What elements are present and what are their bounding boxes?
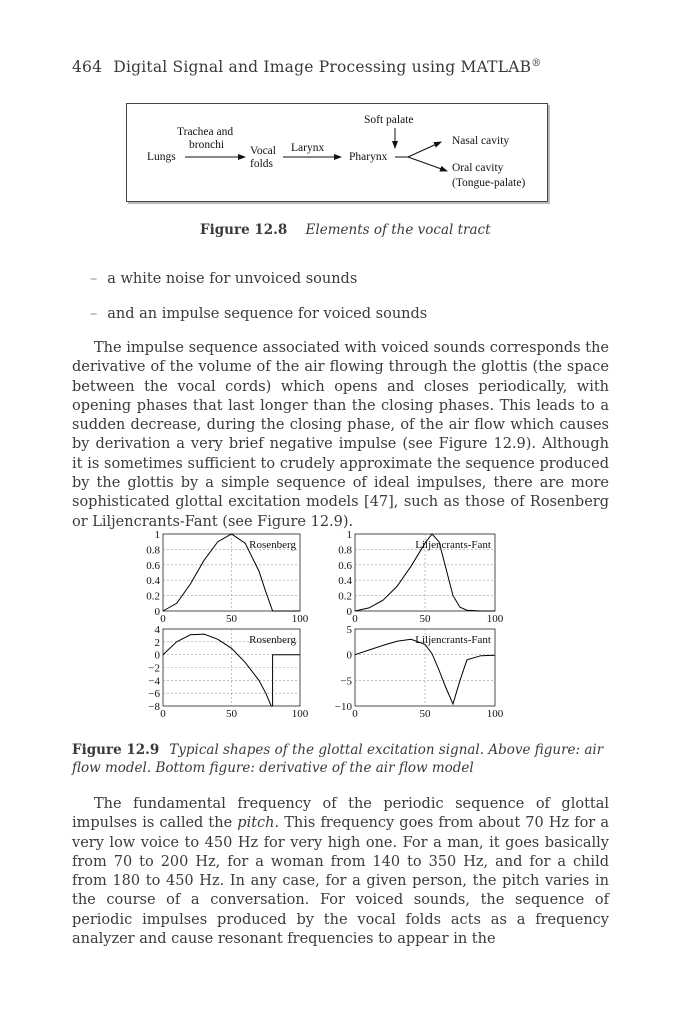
pitch-term: pitch	[237, 815, 275, 832]
trachea-label-1: Trachea and	[177, 126, 234, 138]
book-title: Digital Signal and Image Processing using MATLAB	[113, 58, 532, 77]
vocal-label-1: Vocal	[250, 145, 276, 157]
bullet-voiced	[90, 306, 427, 322]
figure-label: Figure 12.8	[200, 222, 288, 238]
y-tick-label: 0.8	[146, 544, 160, 557]
bullet-dash: –	[90, 306, 98, 322]
plot-title: Liljencrants-Fant	[415, 634, 491, 646]
x-tick-label: 100	[486, 613, 504, 625]
bullet-dash: –	[90, 271, 98, 287]
y-tick-label: 0	[154, 606, 160, 618]
y-tick-label: 0	[346, 649, 352, 662]
x-tick-label: 50	[226, 708, 237, 720]
bullet-unvoiced	[90, 271, 357, 287]
paragraph-text-start: The fundamental frequency of the periodic sequence of glottal impulses is called the	[72, 796, 609, 832]
figure-label: Figure 12.9	[72, 742, 160, 758]
y-tick-label: 0	[154, 649, 160, 662]
plot-title: Liljencrants-Fant	[415, 539, 491, 551]
x-tick-label: 50	[226, 613, 237, 625]
lungs-label: Lungs	[147, 151, 176, 163]
page-number: 464	[72, 58, 103, 77]
x-tick-label: 0	[160, 708, 166, 720]
x-tick-label: 100	[291, 708, 309, 720]
paragraph-glottis	[72, 339, 609, 532]
vocal-label-2: folds	[250, 158, 273, 170]
x-tick-label: 0	[352, 613, 358, 625]
paragraph-text	[72, 795, 609, 949]
paragraph-text: The impulse sequence associated with voiced sounds corresponds the derivative of the volume of the air flowing through the glottis (the space between the vocal cords) which opens and closes periodically, with opening phases that last longer than the closing phases. This leads to a sudden decrease, during the closing phase, of the air flow which causes by derivation a very brief negative impulse (see Figure 12.9). Although it is sometimes sufficient to crudely approximate the sequence produced by the glottis by a simple sequence of ideal impulses, there are more sophisticated glottal excitation models [47], such as those of Rosenberg or Liljencrants-Fant (see Figure 12.9).	[72, 340, 609, 530]
y-tick-label: 1	[346, 529, 352, 541]
x-tick-label: 0	[352, 708, 358, 720]
bullet-text: a white noise for unvoiced sounds	[107, 271, 358, 287]
x-tick-label: 0	[160, 613, 166, 625]
y-tick-label: 0.6	[146, 559, 160, 572]
running-header	[72, 58, 541, 76]
oral-cavity-label-2: (Tongue-palate)	[452, 177, 526, 189]
vocal-tract-diagram	[126, 103, 548, 202]
y-tick-label: −6	[148, 688, 160, 701]
x-tick-label: 100	[486, 708, 504, 720]
figure-caption-text: Elements of the vocal tract	[305, 222, 491, 238]
y-tick-label: 0.2	[146, 590, 160, 603]
y-tick-label: 5	[346, 624, 352, 636]
figure-caption-text: Typical shapes of the glottal excitation signal. Above figure: air flow model. Bottom figure: derivative of the air flow model	[72, 742, 604, 776]
plot-title: Rosenberg	[249, 539, 296, 551]
y-tick-label: 0	[346, 606, 352, 618]
y-tick-label: −5	[340, 675, 352, 688]
larynx-label: Larynx	[291, 142, 325, 154]
y-tick-label: −4	[148, 675, 160, 688]
y-tick-label: −2	[148, 662, 160, 675]
figure-12-8-caption	[200, 222, 491, 238]
arrow-oral	[408, 157, 447, 171]
pharynx-label: Pharynx	[349, 151, 388, 163]
oral-cavity-label-1: Oral cavity	[452, 162, 504, 174]
y-tick-label: 4	[154, 624, 160, 636]
figure-12-9-caption	[72, 741, 610, 777]
glottal-plots	[130, 528, 530, 732]
soft-palate-label: Soft palate	[364, 114, 414, 126]
nasal-cavity-label: Nasal cavity	[452, 135, 510, 147]
y-tick-label: 0.6	[338, 559, 352, 572]
paragraph-text-end: . This frequency goes from about 70 Hz for a very low voice to 450 Hz for very high one. For a man, it goes basically from 70 to 200 Hz, for a woman from 140 to 350 Hz, and for a child from 180 to 450 Hz. In any case, for a given person, the pitch varies in the course of a conversation. For voiced sounds, the sequence of periodic impulses produced by the vocal folds acts as a frequency analyzer and cause resonant frequencies to appear in the	[72, 815, 610, 948]
y-tick-label: 0.4	[146, 575, 160, 588]
y-tick-label: 0.8	[338, 544, 352, 557]
plot-title: Rosenberg	[249, 634, 296, 646]
bullet-text: and an impulse sequence for voiced sounds	[107, 306, 428, 322]
y-tick-label: −10	[334, 701, 352, 713]
y-tick-label: 1	[154, 529, 160, 541]
y-tick-label: 0.2	[338, 590, 352, 603]
paragraph-pitch	[72, 795, 609, 949]
trachea-label-2: bronchi	[189, 139, 225, 151]
registered-mark: ®	[531, 58, 542, 69]
arrow-nasal	[408, 142, 441, 157]
y-tick-label: 0.4	[338, 575, 352, 588]
y-tick-label: −8	[148, 701, 160, 713]
x-tick-label: 50	[419, 708, 431, 720]
y-tick-label: 2	[154, 636, 160, 649]
x-tick-label: 100	[291, 613, 309, 625]
x-tick-label: 50	[419, 613, 431, 625]
